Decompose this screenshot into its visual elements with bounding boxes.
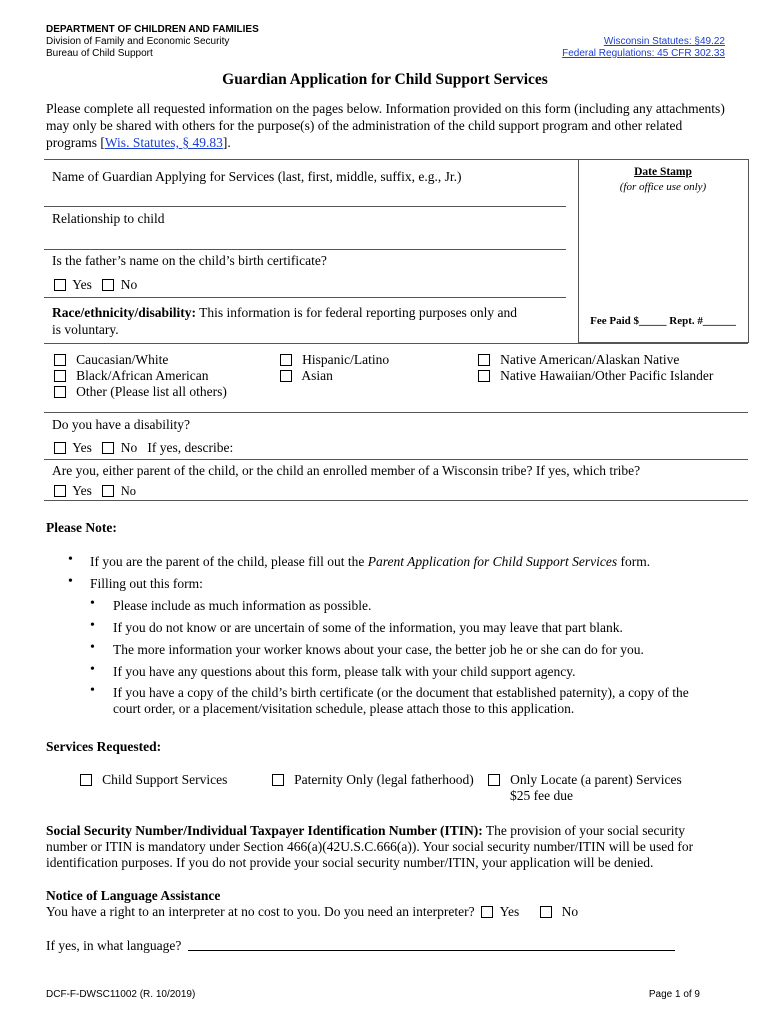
bullet-icon: • <box>68 574 73 589</box>
race-black[interactable] <box>54 367 208 384</box>
disability-question: Do you have a disability? <box>52 417 190 432</box>
service-child-support-checkbox[interactable] <box>80 774 92 786</box>
tribe-options <box>54 482 136 500</box>
race-asian-checkbox[interactable] <box>280 370 292 382</box>
relationship-label: Relationship to child <box>52 211 165 226</box>
race-hispanic[interactable] <box>280 351 389 368</box>
division-name: Division of Family and Economic Security <box>46 36 230 47</box>
race-hispanic-label: Hispanic/Latino <box>302 352 390 367</box>
ssn-text-1: The provision of your social security <box>482 823 686 838</box>
father-name-yes-label: Yes <box>72 277 92 292</box>
interpreter-question: You have a right to an interpreter at no cost to you. Do you need an interpreter? <box>46 904 475 919</box>
fee-paid-receipt: Fee Paid $_____ Rept. #______ <box>590 315 736 327</box>
parent-application-form-name: Parent Application for Child Support Services <box>367 554 618 569</box>
form-bottom-border <box>44 500 748 501</box>
tribe-question: Are you, either parent of the child, or the child an enrolled member of a Wisconsin tribe? If yes, which tribe? <box>52 463 641 478</box>
race-native-hawaiian-label: Native Hawaiian/Other Pacific Islander <box>500 368 714 383</box>
relationship-field[interactable] <box>44 249 566 250</box>
interpreter-yes-checkbox[interactable] <box>481 906 493 918</box>
guardian-name-field[interactable] <box>44 206 566 207</box>
tribe-yes-label: Yes <box>72 483 92 498</box>
race-native-american[interactable] <box>478 351 679 368</box>
tribe-yes-checkbox[interactable] <box>54 485 66 497</box>
disability-divider <box>44 412 748 413</box>
ssn-line-1 <box>46 822 685 839</box>
race-native-american-checkbox[interactable] <box>478 354 490 366</box>
service-paternity[interactable] <box>272 771 474 788</box>
language-question: If yes, in what language? <box>46 938 182 953</box>
race-native-hawaiian-checkbox[interactable] <box>478 370 490 382</box>
disability-describe-label: If yes, describe: <box>147 440 234 455</box>
locate-fee: $25 fee due <box>510 788 573 803</box>
race-caucasian-checkbox[interactable] <box>54 354 66 366</box>
race-black-label: Black/African American <box>76 368 209 383</box>
date-stamp-right-border <box>748 159 749 343</box>
note-sub-item: Please include as much information as possible. <box>113 598 372 613</box>
interpreter-no-checkbox[interactable] <box>540 906 552 918</box>
bullet-icon: • <box>90 662 95 677</box>
date-stamp-subtitle: (for office use only) <box>619 181 707 193</box>
race-other[interactable] <box>54 383 227 400</box>
father-name-no-checkbox[interactable] <box>102 279 114 291</box>
note-parent-application <box>90 553 650 570</box>
race-asian[interactable] <box>280 367 333 384</box>
disability-yes-checkbox[interactable] <box>54 442 66 454</box>
service-child-support[interactable] <box>80 771 227 788</box>
ssn-line-3: identification purposes. If you do not provide your social security number/ITIN, your application will be denied. <box>46 855 654 870</box>
ssn-heading: Social Security Number/Individual Taxpayer Identification Number (ITIN): <box>46 823 483 838</box>
race-heading: Race/ethnicity/disability: <box>52 305 196 320</box>
race-native-american-label: Native American/Alaskan Native <box>500 352 680 367</box>
bullet-icon: • <box>68 552 73 567</box>
note-sub-item: If you have any questions about this form, please talk with your child support agency. <box>113 664 576 679</box>
bullet-icon: • <box>90 618 95 633</box>
intro-end: ]. <box>222 135 231 150</box>
bullet-icon: • <box>90 596 95 611</box>
father-name-no-label: No <box>120 277 138 292</box>
date-stamp-title: Date Stamp <box>634 166 692 178</box>
ssn-line-2: number or ITIN is mandatory under Section 466(a)(42U.S.C.666(a)). Your social security number/ITIN will be used for <box>46 839 694 854</box>
race-caucasian[interactable] <box>54 351 168 368</box>
tribe-no-checkbox[interactable] <box>102 485 114 497</box>
race-other-label: Other (Please list all others) <box>76 384 227 399</box>
service-paternity-checkbox[interactable] <box>272 774 284 786</box>
note-item1-pre: If you are the parent of the child, please fill out the <box>90 554 368 569</box>
interpreter-yes-label: Yes <box>499 904 520 919</box>
disability-no-checkbox[interactable] <box>102 442 114 454</box>
service-locate-label: Only Locate (a parent) Services <box>510 772 682 787</box>
race-note: This information is for federal reporting purposes only and is voluntary. <box>52 305 518 337</box>
note-sub-item: If you have a copy of the child’s birth certificate (or the document that established paternity), a copy of the <box>113 685 689 700</box>
statutes-link[interactable]: Wisconsin Statutes: §49.22 <box>603 36 725 47</box>
intro-text: Please complete all requested information on the pages below. Information provided on this form (including any attachments) may only be shared with others for the purpose(s) of the administration of the child support program and other related programs [ <box>46 101 725 150</box>
note-sub-item: The more information your worker knows about your case, the better job he or she can do for you. <box>113 642 644 657</box>
interpreter-no-label: No <box>561 904 579 919</box>
service-paternity-label: Paternity Only (legal fatherhood) <box>294 772 474 787</box>
regulations-link[interactable]: Federal Regulations: 45 CFR 302.33 <box>562 48 725 59</box>
form-id: DCF-F-DWSC11002 (R. 10/2019) <box>46 989 196 1000</box>
note-item1-post: form. <box>617 554 651 569</box>
guardian-name-label: Name of Guardian Applying for Services (last, first, middle, suffix, e.g., Jr.) <box>52 169 462 184</box>
race-intro <box>52 304 522 338</box>
service-locate[interactable] <box>488 771 682 788</box>
form-top-border <box>44 159 748 160</box>
race-native-hawaiian[interactable] <box>478 367 713 384</box>
service-child-support-label: Child Support Services <box>102 772 228 787</box>
department-name: DEPARTMENT OF CHILDREN AND FAMILIES <box>46 24 259 35</box>
note-filling-form: Filling out this form: <box>90 576 203 591</box>
language-heading: Notice of Language Assistance <box>46 888 221 903</box>
statutes-4983-link[interactable]: Wis. Statutes, § 49.83 <box>104 135 223 150</box>
page-number: Page 1 of 9 <box>648 989 700 1000</box>
bullet-icon: • <box>90 640 95 655</box>
father-name-options <box>54 276 137 293</box>
language-field[interactable] <box>188 950 675 951</box>
services-heading: Services Requested: <box>46 739 162 754</box>
page-title: Guardian Application for Child Support Services <box>222 71 548 88</box>
intro-paragraph <box>46 100 736 151</box>
please-note-heading: Please Note: <box>46 520 117 535</box>
service-locate-checkbox[interactable] <box>488 774 500 786</box>
father-name-divider <box>44 297 566 298</box>
note-sub-item: If you do not know or are uncertain of some of the information, you may leave that part blank. <box>113 620 623 635</box>
tribe-no-label: No <box>120 484 137 498</box>
race-asian-label: Asian <box>301 368 333 383</box>
note-sub-item-continued: court order, or a placement/visitation schedule, please attach those to this application. <box>113 701 575 716</box>
race-other-checkbox[interactable] <box>54 386 66 398</box>
disability-no-label: No <box>120 440 138 455</box>
bureau-name: Bureau of Child Support <box>46 48 153 59</box>
interpreter-question-row <box>46 903 578 920</box>
race-black-checkbox[interactable] <box>54 370 66 382</box>
bullet-icon: • <box>90 683 95 698</box>
race-hispanic-checkbox[interactable] <box>280 354 292 366</box>
disability-yes-label: Yes <box>72 440 92 455</box>
race-divider <box>44 343 748 344</box>
father-name-question: Is the father’s name on the child’s birth certificate? <box>52 253 327 268</box>
father-name-yes-checkbox[interactable] <box>54 279 66 291</box>
disability-options <box>54 439 233 456</box>
tribe-divider <box>44 459 748 460</box>
race-caucasian-label: Caucasian/White <box>76 352 169 367</box>
